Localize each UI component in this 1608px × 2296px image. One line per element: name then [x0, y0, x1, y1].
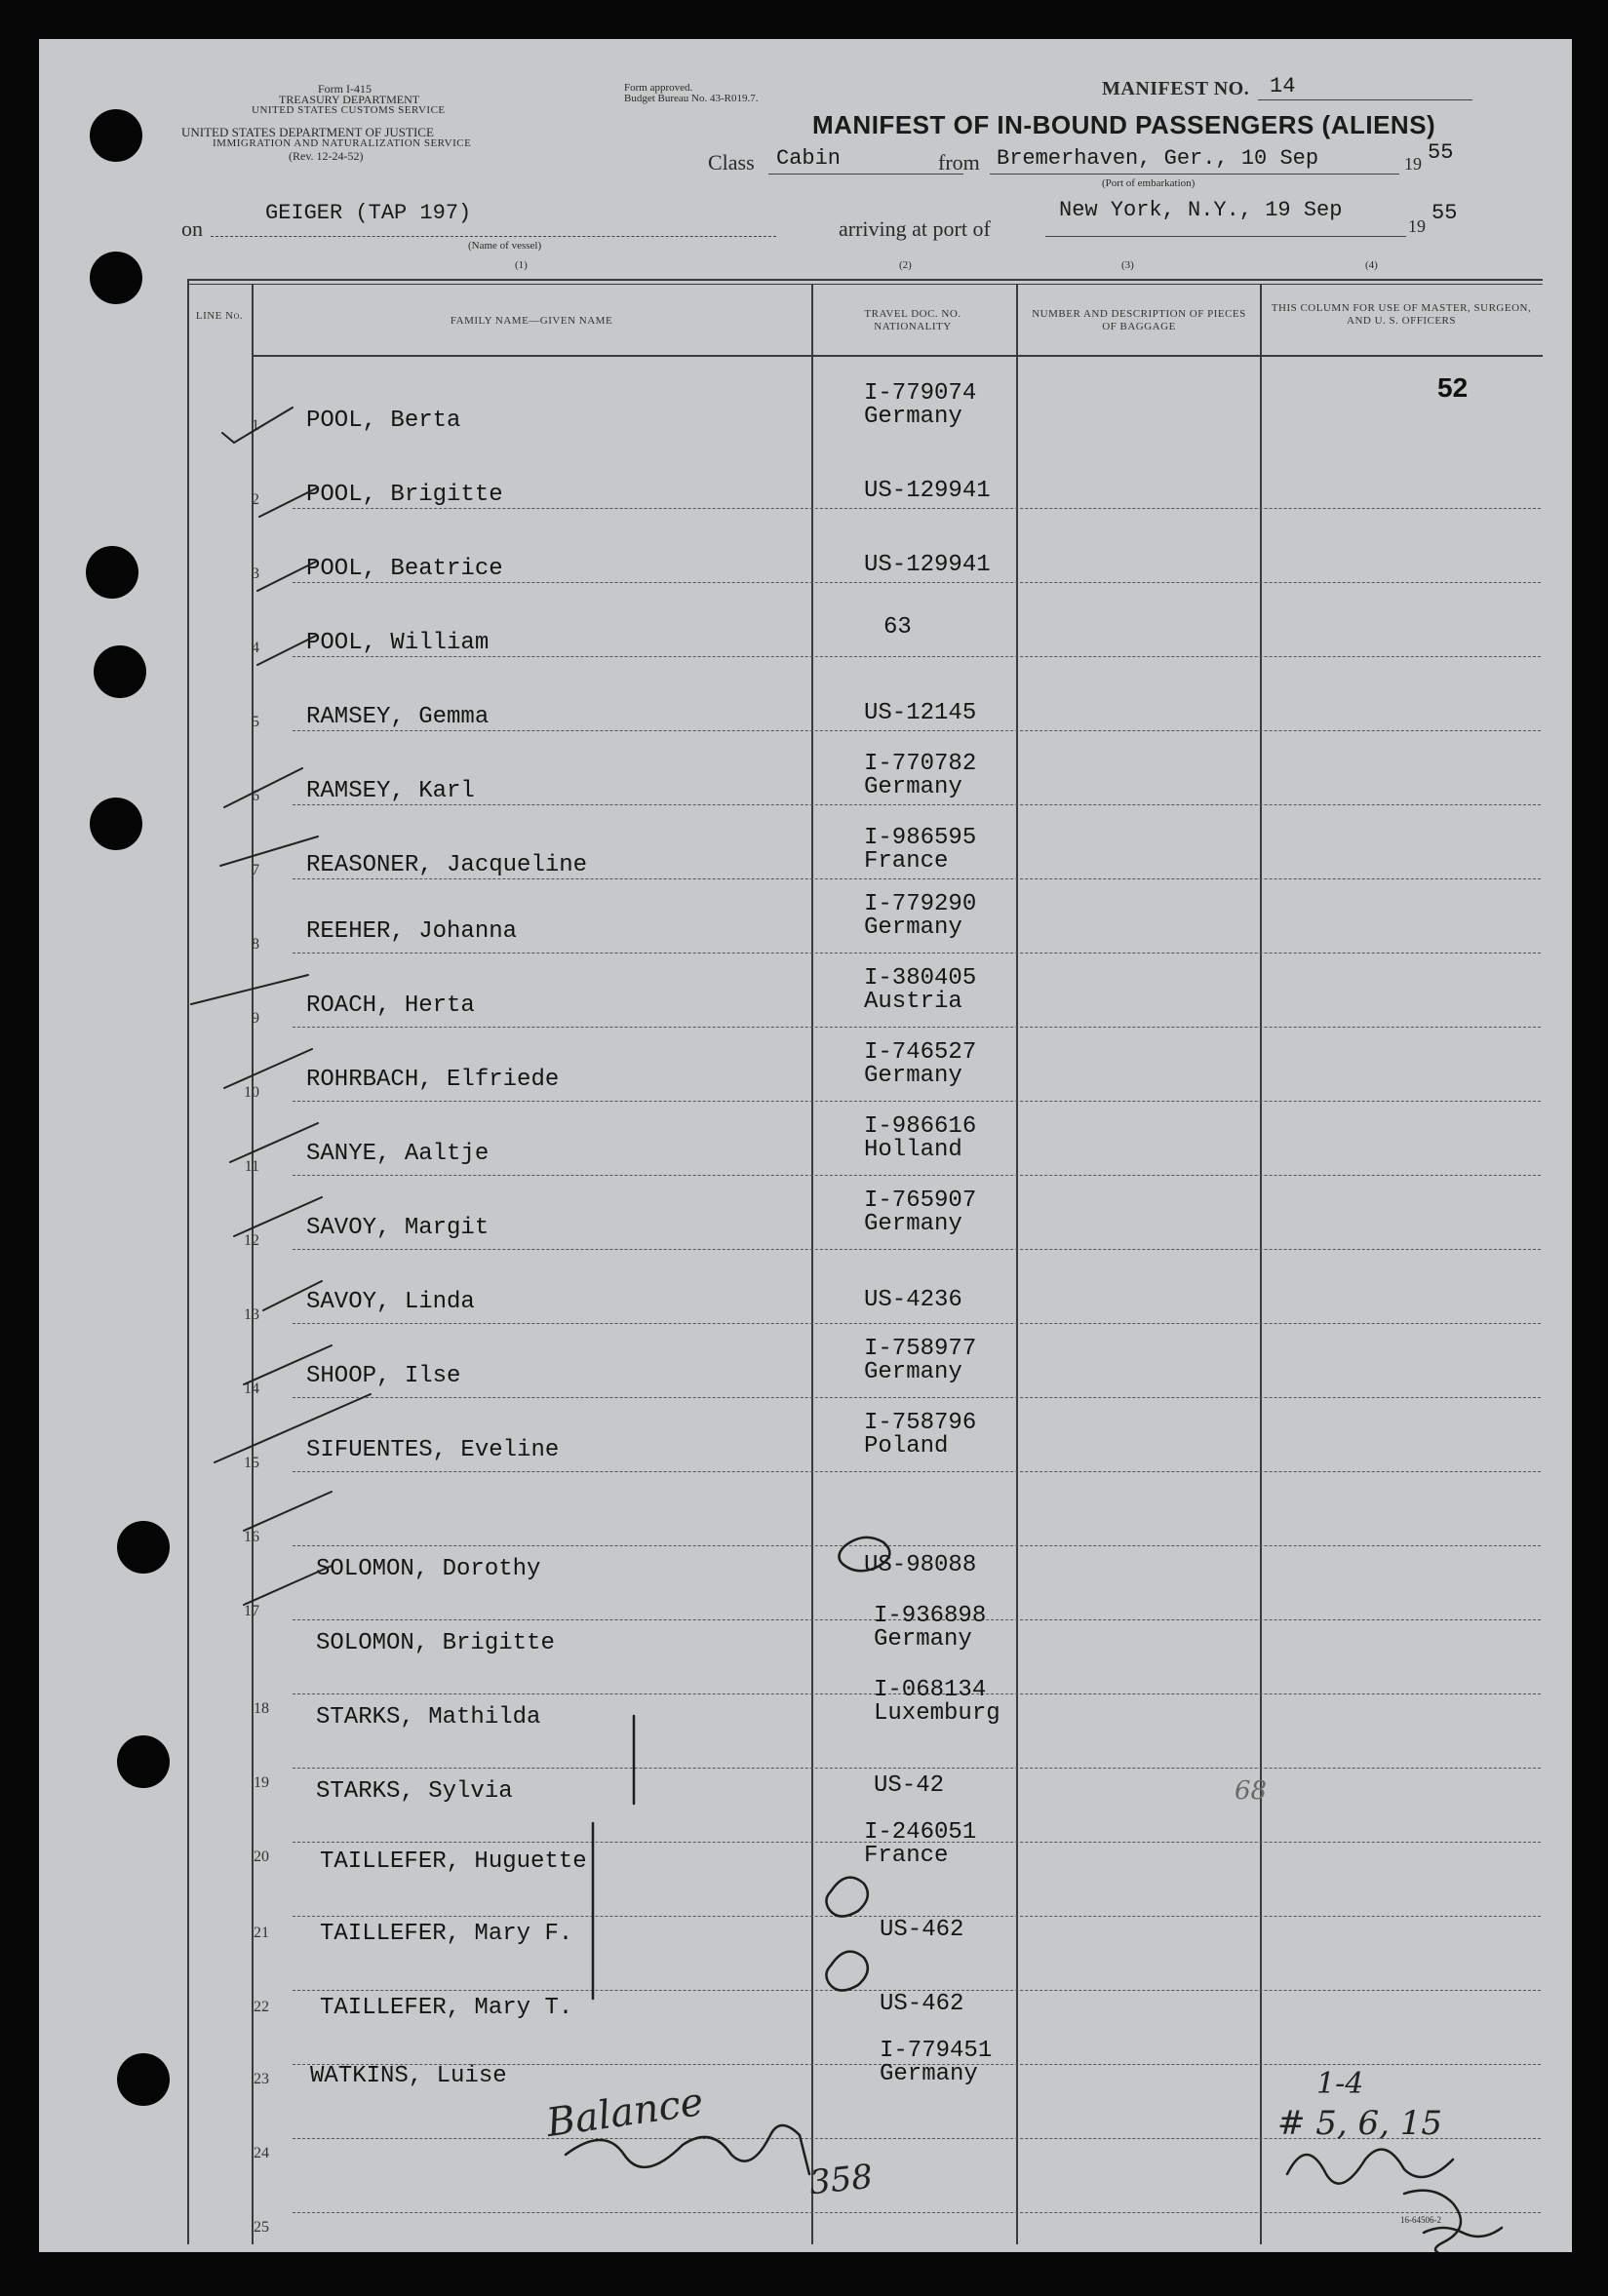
passenger-name: SAVOY, Margit	[306, 1215, 490, 1241]
nationality: France	[864, 848, 949, 875]
line-number: 25	[254, 2219, 269, 2236]
nationality: Germany	[864, 774, 962, 800]
check-mark	[234, 1197, 322, 1236]
passenger-name: TAILLEFER, Mary F.	[320, 1921, 573, 1947]
column-number-3: (3)	[1121, 259, 1134, 271]
passenger-name: TAILLEFER, Mary T.	[320, 1995, 573, 2021]
nationality: Austria	[864, 989, 962, 1015]
line-number: 6	[252, 788, 259, 804]
travel-doc-number: I-380405	[864, 965, 977, 992]
line-number: 14	[244, 1381, 259, 1397]
manifest-number: 14	[1270, 74, 1296, 98]
nationality: Germany	[864, 1211, 962, 1237]
form-approved: Form approved.	[624, 82, 693, 94]
line-number: 13	[244, 1306, 259, 1323]
nationality: Poland	[864, 1433, 949, 1459]
form-footer-code: 16-64506-2	[1400, 2215, 1441, 2225]
passenger-name: SAVOY, Linda	[306, 1289, 475, 1315]
travel-doc-number: US-462	[880, 1917, 964, 1943]
handwritten-line-numbers: # 5, 6, 15	[1277, 2104, 1443, 2143]
check-mark	[263, 1281, 322, 1310]
budget-bureau: Budget Bureau No. 43-R019.7.	[624, 93, 759, 104]
line-number: 10	[244, 1084, 259, 1101]
passenger-name: ROHRBACH, Elfriede	[306, 1067, 560, 1093]
passenger-name: POOL, Brigitte	[306, 482, 503, 508]
line-number: 5	[252, 714, 259, 730]
passenger-name: POOL, Berta	[306, 408, 461, 434]
arriving-label: arriving at port of	[839, 216, 991, 241]
form-number: Form I-415	[318, 82, 372, 96]
passenger-name: REEHER, Johanna	[306, 918, 518, 945]
check-mark	[257, 636, 316, 665]
signature-scribble	[1287, 2150, 1453, 2184]
arrival-year-prefix: 19	[1408, 216, 1426, 236]
nationality: Germany	[864, 404, 962, 430]
travel-doc-number: US-12145	[864, 700, 977, 726]
column-number-2: (2)	[899, 259, 912, 271]
column-header-line-no: LINE No.	[195, 310, 244, 322]
vessel-name: GEIGER (TAP 197)	[265, 201, 472, 225]
nationality: Germany	[874, 1626, 972, 1653]
form-revision: (Rev. 12-24-52)	[289, 149, 364, 163]
check-mark	[244, 1566, 332, 1605]
line-number: 8	[252, 936, 259, 953]
travel-doc-number: I-779451	[880, 2038, 993, 2064]
treasury-department: TREASURY DEPARTMENT	[279, 93, 420, 106]
customs-service: UNITED STATES CUSTOMS SERVICE	[252, 104, 446, 116]
passenger-name: SOLOMON, Dorothy	[316, 1556, 541, 1582]
travel-doc-number: I-758977	[864, 1336, 977, 1362]
signature-scribble	[566, 2125, 809, 2174]
check-mark	[259, 487, 318, 517]
check-mark	[215, 1394, 371, 1462]
check-mark	[257, 562, 316, 591]
passenger-name: SHOOP, Ilse	[306, 1363, 461, 1389]
arrival-port: New York, N.Y., 19 Sep	[1059, 198, 1343, 222]
column-header-officers: THIS COLUMN FOR USE OF MASTER, SURGEON, AND U. S. OFFICERS	[1271, 302, 1532, 327]
nationality: Germany	[864, 915, 962, 941]
line-number: 22	[254, 1999, 269, 2015]
passenger-name: POOL, Beatrice	[306, 556, 503, 582]
travel-doc-number: US-129941	[864, 552, 991, 578]
line-number: 17	[244, 1603, 259, 1619]
handwritten-total: 1-4	[1316, 2067, 1364, 2101]
port-embarkation-caption: (Port of embarkation)	[1102, 177, 1196, 189]
passenger-name: WATKINS, Luise	[310, 2063, 507, 2089]
line-number: 18	[254, 1700, 269, 1717]
passenger-name: STARKS, Sylvia	[316, 1778, 513, 1805]
travel-doc-number: US-42	[874, 1772, 945, 1799]
passenger-name: POOL, William	[306, 630, 490, 656]
line-number: 11	[244, 1158, 259, 1175]
column-header-baggage: NUMBER AND DESCRIPTION OF PIECES OF BAGGAGE	[1032, 308, 1246, 332]
line-number: 23	[254, 2071, 269, 2087]
passenger-name: RAMSEY, Gemma	[306, 704, 490, 730]
check-mark	[222, 408, 293, 443]
travel-doc-number: US-129941	[864, 478, 991, 504]
travel-doc-number: I-068134	[874, 1677, 987, 1703]
port-of-embarkation: Bremerhaven, Ger., 10 Sep	[997, 146, 1319, 171]
page-number: 52	[1437, 372, 1469, 403]
passenger-name: SANYE, Aaltje	[306, 1141, 490, 1167]
passenger-name: TAILLEFER, Huguette	[320, 1848, 587, 1875]
circle-mark	[826, 1878, 867, 1917]
line-number: 9	[252, 1010, 259, 1027]
circle-mark	[826, 1952, 867, 1991]
immigration-service: IMMIGRATION AND NATURALIZATION SERVICE	[213, 137, 472, 149]
travel-doc-number: I-246051	[864, 1819, 977, 1846]
handwritten-balance: Balance	[543, 2079, 707, 2147]
line-number: 16	[244, 1529, 259, 1545]
travel-doc-number: I-758796	[864, 1410, 977, 1436]
handwritten-marks	[39, 39, 1572, 2252]
handwritten-358: 358	[807, 2157, 875, 2203]
nationality: Holland	[864, 1137, 962, 1163]
line-number: 12	[244, 1232, 259, 1249]
departure-year: 55	[1428, 140, 1454, 165]
check-mark	[224, 1049, 312, 1088]
travel-doc-number: I-779074	[864, 380, 977, 407]
travel-doc-number: US-98088	[864, 1552, 977, 1578]
nationality: Germany	[880, 2061, 978, 2087]
line-number: 20	[254, 1848, 269, 1865]
arrival-year: 55	[1432, 201, 1458, 225]
column-header-family-name: FAMILY NAME—GIVEN NAME	[450, 315, 613, 327]
nationality: France	[864, 1843, 949, 1869]
on-label: on	[181, 216, 203, 241]
check-mark	[230, 1123, 318, 1162]
line-number: 7	[252, 862, 259, 878]
column-header-travel-doc: TRAVEL DOC. NO. NATIONALITY	[864, 308, 961, 332]
travel-doc-number: US-4236	[864, 1287, 962, 1313]
travel-doc-number: I-986595	[864, 825, 977, 851]
nationality: Germany	[864, 1359, 962, 1385]
vessel-caption: (Name of vessel)	[468, 240, 542, 252]
check-mark	[244, 1492, 332, 1531]
passenger-name: RAMSEY, Karl	[306, 778, 475, 804]
check-mark	[244, 1345, 332, 1384]
column-number-4: (4)	[1365, 259, 1378, 271]
line-number: 24	[254, 2145, 269, 2161]
signature-scribble	[1404, 2191, 1461, 2252]
line-number: 19	[254, 1774, 269, 1791]
passenger-name: REASONER, Jacqueline	[306, 852, 588, 878]
line-number: 3	[252, 565, 259, 582]
passenger-name: ROACH, Herta	[306, 992, 475, 1019]
nationality: Luxemburg	[874, 1700, 1000, 1727]
check-mark	[224, 768, 302, 807]
justice-department: UNITED STATES DEPARTMENT OF JUSTICE	[181, 125, 434, 139]
line-number: 2	[252, 491, 259, 508]
from-label: from	[938, 150, 980, 175]
travel-doc-number: I-770782	[864, 751, 977, 777]
travel-doc-number: I-765907	[864, 1187, 977, 1214]
circle-mark	[839, 1537, 889, 1571]
signature-scribble	[1424, 2228, 1502, 2237]
travel-doc-number: 63	[883, 614, 912, 641]
nationality: Germany	[864, 1063, 962, 1089]
travel-doc-number: I-779290	[864, 891, 977, 917]
class-value: Cabin	[776, 146, 842, 171]
line-number: 21	[254, 1925, 269, 1941]
passenger-name: SOLOMON, Brigitte	[316, 1630, 555, 1656]
column-number-1: (1)	[515, 259, 528, 271]
travel-doc-number: I-936898	[874, 1603, 987, 1629]
line-number: 4	[252, 640, 259, 656]
check-mark	[191, 975, 308, 1004]
travel-doc-number: US-462	[880, 1991, 964, 2017]
manifest-page	[39, 39, 1572, 2252]
line-number: 1	[252, 417, 259, 434]
line-number: 15	[244, 1455, 259, 1471]
passenger-name: STARKS, Mathilda	[316, 1704, 541, 1731]
class-label: Class	[708, 150, 755, 175]
manifest-number-label: MANIFEST NO.	[1102, 78, 1250, 99]
travel-doc-number: I-986616	[864, 1113, 977, 1140]
departure-year-prefix: 19	[1404, 154, 1422, 174]
pencil-note: 68	[1235, 1776, 1268, 1806]
passenger-name: SIFUENTES, Eveline	[306, 1437, 560, 1463]
travel-doc-number: I-746527	[864, 1039, 977, 1066]
check-mark	[220, 837, 318, 866]
manifest-title: MANIFEST OF IN-BOUND PASSENGERS (ALIENS)	[812, 110, 1436, 139]
